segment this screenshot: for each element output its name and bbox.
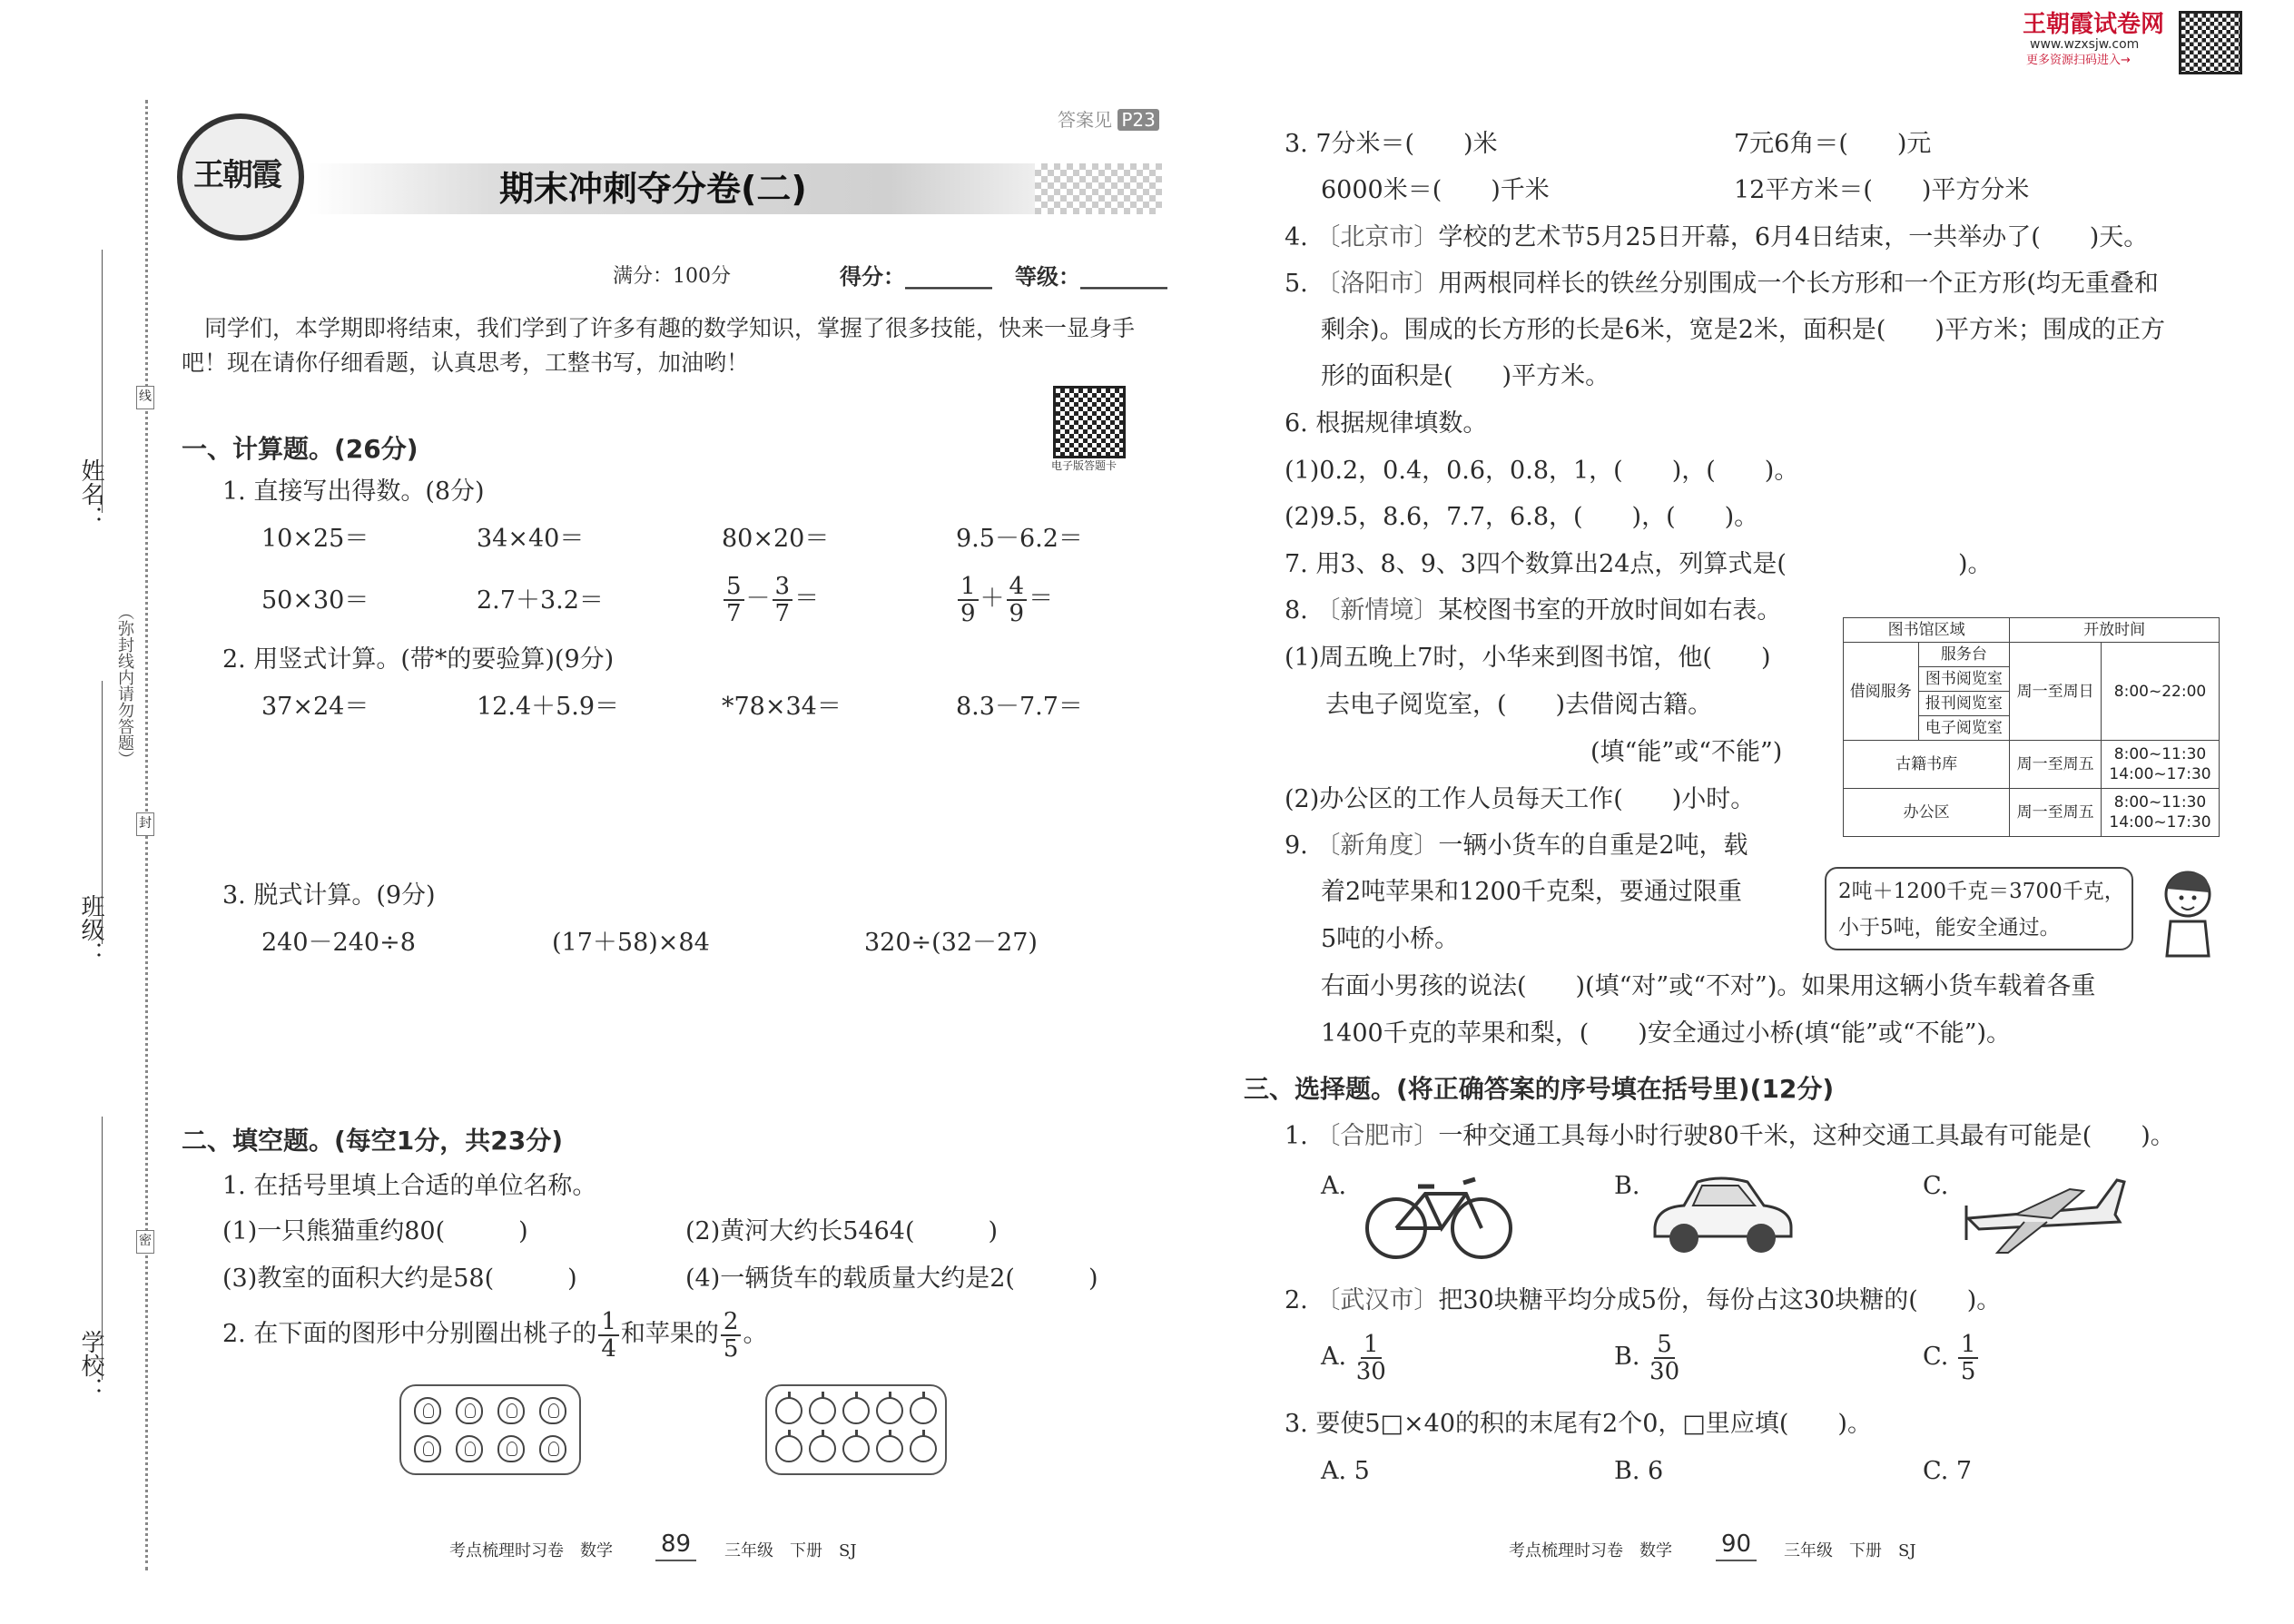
calc-7-fraction: $\frac{5}{7}$ － $\frac{3}{7}$ ＝	[722, 572, 819, 626]
page-title: 期末冲刺夺分卷(二)	[499, 169, 807, 209]
binding-notice: （弥封线内请勿答题）	[115, 604, 134, 767]
td-item: 图书阅览室	[1918, 667, 2010, 692]
q1-3: 3. 脱式计算。(9分)	[222, 881, 436, 910]
c3: 3. 要使5□×40的积的末尾有2个0，□里应填( )。	[1285, 1410, 1872, 1438]
brand-url[interactable]: www.wzxsjw.com	[2030, 37, 2140, 52]
calc-2: 34×40＝	[477, 525, 585, 553]
td-ancient: 古籍书库	[1844, 741, 2010, 789]
score-field[interactable]: 得分：________	[840, 263, 992, 290]
vert-calc-2: 12.4＋5.9＝	[477, 693, 620, 721]
qr-code[interactable]	[1053, 386, 1126, 458]
fill-3: (3)教室的面积大约是58( )	[222, 1265, 577, 1293]
footer-left-book: 考点梳理时习卷 数学	[449, 1541, 613, 1560]
calc-5: 50×30＝	[261, 586, 369, 615]
logo-badge	[177, 113, 304, 241]
step-calc-3: 320÷(32－27)	[864, 929, 1038, 957]
td-days2: 周一至周五	[2010, 741, 2102, 789]
c2-option-b[interactable]: B. $\frac{5}{30}$	[1614, 1330, 1680, 1385]
bubble-line-1: 2吨＋1200千克＝3700千克，	[1838, 880, 2125, 903]
q9-line5: 1400千克的苹果和梨，( )安全通过小桥(填“能”或“不能”)。	[1321, 1019, 2012, 1048]
fill-2: (2)黄河大约长5464( )	[685, 1217, 999, 1245]
apple[interactable]	[775, 1435, 802, 1462]
binding-school-line	[102, 1117, 103, 1380]
vert-calc-3: *78×34＝	[722, 693, 842, 721]
q3a: 3. 7分米＝( )米	[1285, 130, 1498, 158]
q8: 8. 〔新情境〕某校图书室的开放时间如右表。	[1285, 596, 1782, 625]
logo-text: 王朝霞	[193, 157, 281, 193]
brand-qr-code[interactable]	[2179, 11, 2242, 74]
qr-caption: 电子版答题卡	[1051, 459, 1117, 472]
apple[interactable]	[876, 1397, 903, 1424]
vert-calc-4: 8.3－7.7＝	[956, 693, 1083, 721]
brand-slogan: 更多资源扫码进入→	[2026, 54, 2131, 67]
apple[interactable]	[775, 1397, 802, 1424]
intro-line-2: 吧！现在请你仔细看题，认真思考，工整书写，加油哟！	[182, 349, 750, 376]
binding-mark-line: 线	[136, 386, 154, 409]
th-area: 图书馆区域	[1844, 618, 2010, 643]
c2-option-a[interactable]: A. $\frac{1}{30}$	[1321, 1330, 1386, 1385]
td-item: 报刊阅览室	[1918, 692, 2010, 716]
td-borrow: 借阅服务	[1844, 643, 1919, 741]
peach-box	[399, 1384, 581, 1475]
binding-mark-seal: 封	[136, 812, 154, 836]
checker-pattern	[1035, 163, 1162, 214]
q3d: 12平方米＝( )平方分米	[1734, 176, 2030, 204]
section-2-title: 二、填空题。(每空1分，共23分)	[182, 1126, 564, 1156]
q3b: 7元6角＝( )元	[1734, 130, 1932, 158]
intro-line-1: 同学们，本学期即将结束，我们学到了许多有趣的数学知识，掌握了很多技能，快来一显身手	[204, 315, 1136, 341]
library-hours-table	[1843, 617, 2220, 837]
footer-right-book: 考点梳理时习卷 数学	[1509, 1541, 1672, 1560]
q1-1: 1. 直接写出得数。(8分)	[222, 477, 485, 506]
c1-option-a[interactable]: A.	[1321, 1172, 1347, 1200]
footer-right-page: 90	[1716, 1529, 1757, 1561]
c3-option-a[interactable]: A. 5	[1321, 1457, 1370, 1485]
footer-left-page: 89	[655, 1529, 696, 1561]
q5: 5. 〔洛阳市〕用两根同样长的铁丝分别围成一个长方形和一个正方形(均无重叠和	[1285, 270, 2159, 298]
peach[interactable]	[414, 1435, 441, 1462]
th-hours: 开放时间	[2010, 618, 2220, 643]
binding-class-label: 班级：	[77, 894, 104, 965]
calc-1: 10×25＝	[261, 525, 369, 553]
q9-line3: 5吨的小桥。	[1321, 925, 1460, 953]
apple[interactable]	[876, 1435, 903, 1462]
q9-line4: 右面小男孩的说法( )(填“对”或“不对”)。如果用这辆小货车载着各重	[1321, 972, 2096, 1000]
q8-1c: (填“能”或“不能”)	[1590, 738, 1783, 766]
bicycle-icon	[1362, 1166, 1516, 1262]
footer-right-grade: 三年级 下册 SJ	[1784, 1541, 1916, 1560]
q6: 6. 根据规律填数。	[1285, 409, 1488, 438]
apple[interactable]	[809, 1397, 836, 1424]
td-days1: 周一至周日	[2010, 643, 2102, 741]
td-item: 电子阅览室	[1918, 716, 2010, 741]
step-calc-1: 240－240÷8	[261, 929, 416, 957]
section-3-title: 三、选择题。(将正确答案的序号填在括号里)(12分)	[1244, 1074, 1835, 1104]
step-calc-2: (17＋58)×84	[552, 929, 710, 957]
full-score: 满分：100分	[613, 265, 731, 288]
binding-school-label: 学校：	[77, 1330, 104, 1401]
q2-2: 2. 在下面的图形中分别圈出桃子的 $\frac{1}{4}$ 和苹果的 $\frac{2}{5}$ 。	[222, 1307, 768, 1363]
airplane-icon	[1961, 1162, 2129, 1262]
c3-option-b[interactable]: B. 6	[1614, 1457, 1664, 1485]
q3c: 6000米＝( )千米	[1321, 176, 1550, 204]
peach[interactable]	[497, 1435, 525, 1462]
q6-1: (1)0.2，0.4，0.6，0.8，1，( )，( )。	[1285, 457, 1799, 485]
q2-1: 1. 在括号里填上合适的单位名称。	[222, 1172, 597, 1200]
peach[interactable]	[414, 1397, 441, 1424]
c1-option-c[interactable]: C.	[1923, 1172, 1949, 1200]
car-icon	[1648, 1171, 1797, 1262]
peach[interactable]	[497, 1397, 525, 1424]
q5-line3: 形的面积是( )平方米。	[1321, 362, 1610, 390]
binding-mark-secret: 密	[136, 1230, 154, 1254]
section-1-title: 一、计算题。(26分)	[182, 434, 418, 464]
binding-name-line	[102, 250, 103, 513]
binding-class-line	[102, 681, 103, 944]
grade-field[interactable]: 等级：________	[1015, 263, 1167, 290]
bubble-line-2: 小于5吨，能安全通过。	[1838, 916, 2061, 940]
td-office: 办公区	[1844, 789, 2010, 837]
calc-8-fraction: $\frac{1}{9}$ ＋ $\frac{4}{9}$ ＝	[956, 572, 1053, 626]
q1-2: 2. 用竖式计算。(带*的要验算)(9分)	[222, 645, 615, 674]
c1: 1. 〔合肥市〕一种交通工具每小时行驶80千米，这种交通工具最有可能是( )。	[1285, 1122, 2175, 1150]
apple[interactable]	[910, 1397, 937, 1424]
c3-option-c[interactable]: C. 7	[1923, 1457, 1973, 1485]
c2: 2. 〔武汉市〕把30块糖平均分成5份，每份占这30块糖的( )。	[1285, 1286, 2002, 1314]
apple[interactable]	[910, 1435, 937, 1462]
apple-box	[765, 1384, 947, 1475]
answer-page-badge: P23	[1117, 109, 1159, 131]
calc-3: 80×20＝	[722, 525, 830, 553]
q8-1: (1)周五晚上7时，小华来到图书馆，他( )	[1285, 644, 1771, 672]
answer-ref: 答案见 P23	[1058, 104, 1159, 135]
td-item: 服务台	[1918, 643, 2010, 667]
apple[interactable]	[809, 1435, 836, 1462]
apple[interactable]	[842, 1435, 870, 1462]
q9: 9. 〔新角度〕一辆小货车的自重是2吨，载	[1285, 832, 1748, 860]
q4: 4. 〔北京市〕学校的艺术节5月25日开幕，6月4日结束，一共举办了( )天。	[1285, 223, 2149, 251]
td-time1: 8:00~22:00	[2102, 643, 2220, 741]
td-time3: 8:00~11:30 14:00~17:30	[2102, 789, 2220, 837]
c1-option-b[interactable]: B.	[1614, 1172, 1640, 1200]
q7: 7. 用3、8、9、3四个数算出24点，列算式是( )。	[1285, 550, 1993, 578]
boy-illustration	[2156, 867, 2220, 958]
footer-left-grade: 三年级 下册 SJ	[724, 1541, 857, 1560]
td-days3: 周一至周五	[2010, 789, 2102, 837]
td-time2: 8:00~11:30 14:00~17:30	[2102, 741, 2220, 789]
q9-line2: 着2吨苹果和1200千克梨，要通过限重	[1321, 878, 1742, 906]
calc-6: 2.7＋3.2＝	[477, 586, 604, 615]
peach[interactable]	[539, 1397, 566, 1424]
q5-line2: 剩余)。围成的长方形的长是6米，宽是2米，面积是( )平方米；围成的正方	[1321, 316, 2165, 344]
calc-4: 9.5－6.2＝	[956, 525, 1083, 553]
q8-1b: 去电子阅览室，( )去借阅古籍。	[1325, 691, 1713, 719]
apple[interactable]	[842, 1397, 870, 1424]
binding-name-label: 姓名：	[77, 458, 104, 529]
q8-2: (2)办公区的工作人员每天工作( )小时。	[1285, 785, 1756, 813]
peach[interactable]	[539, 1435, 566, 1462]
peach[interactable]	[456, 1397, 483, 1424]
q6-2: (2)9.5，8.6，7.7，6.8，( )，( )。	[1285, 503, 1759, 531]
c2-option-c[interactable]: C. $\frac{1}{5}$	[1923, 1330, 1980, 1384]
fill-4: (4)一辆货车的载质量大约是2( )	[685, 1265, 1098, 1293]
peach[interactable]	[456, 1435, 483, 1462]
vert-calc-1: 37×24＝	[261, 693, 369, 721]
brand-name: 王朝霞试卷网	[2023, 11, 2165, 38]
fill-1: (1)一只熊猫重约80( )	[222, 1217, 528, 1245]
